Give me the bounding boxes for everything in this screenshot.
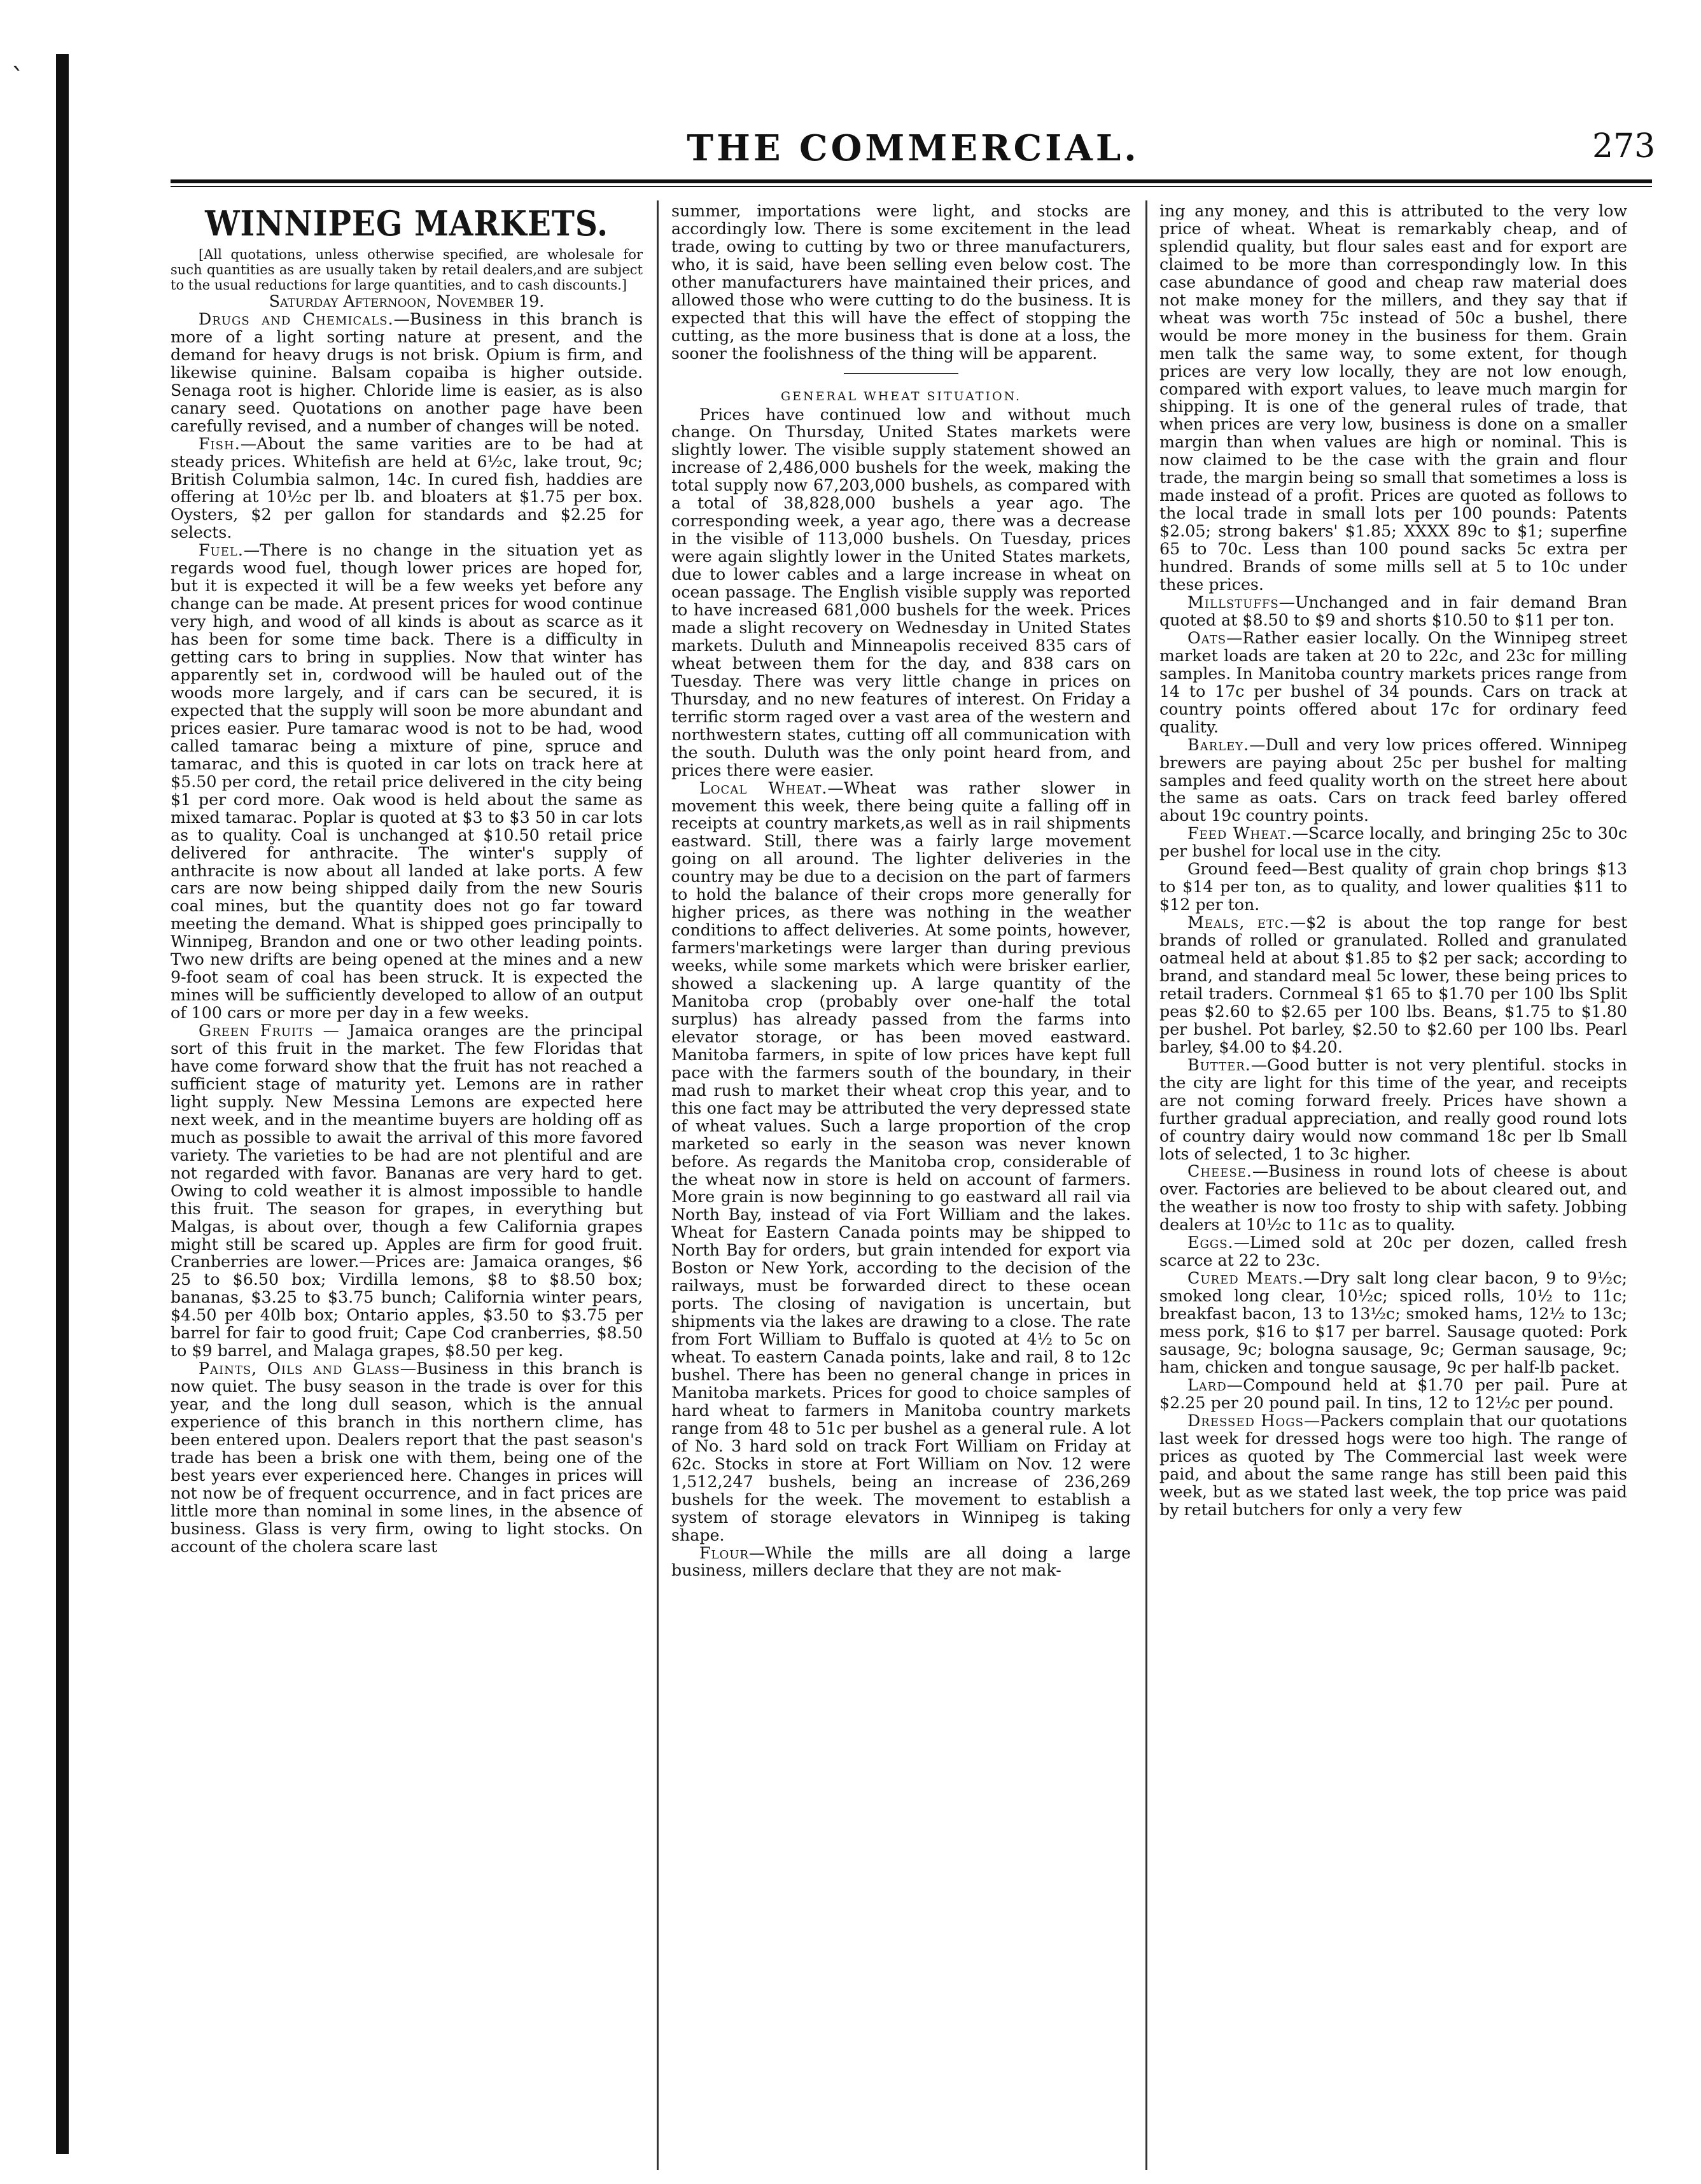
article-paints [171, 1360, 643, 1555]
label: Meals, etc. [1187, 913, 1290, 932]
body: —About the same varities are to be had at steady prices. Whitefish are held at 6½c, lake trout, 9c; British Columbia salmon, 14c. In cured fish, haddies are offering at 10½c per lb. and bloaters at $1.75 per box. Oysters, $2 per gallon for standards and $2.25 for selects. [171, 434, 643, 542]
section-heading: WINNIPEG MARKETS. [205, 203, 608, 244]
article-oats [1159, 629, 1627, 736]
body: — Jamaica oranges are the principal sort of this fruit in the market. The few Floridas that have come forward show that the fruit has not reached a sufficient stage of maturity yet. Lemons are in rather light supply. New Messina Lemons are expected here next week, and in the meantime buyers are holding off as much as possible to await the arrival of this more favored variety. The varieties to be had are not plentiful and are not regarded with favor. Bananas are very hard to get. Owing to cold weather it is almost impossible to handle this fruit. The season for grapes, in everything but Malgas, is about over, though a few California grapes might still be scared up. Apples are firm for good fruit. Cranberries are lower.—Prices are: Jamaica oranges, $6 25 to $6.50 box; Virdilla lemons, $8 to $8.50 box; bananas, $3.25 to $3.75 bunch; California winter pears, $4.50 per 40lb box; Ontario apples, $3.50 to $3.75 per barrel for fair to good fruit; Cape Cod cranberries, $8.50 to $9 barrel, and Malaga grapes, $8.50 per keg. [171, 1021, 643, 1361]
body: —Business in this branch is now quiet. The busy season in the trade is over for this year, and the long dull season, which is the annual experience of this branch in this northern clime, has been entered upon. Dealers report that the past season's trade has been a brisk one with them, being one of the best years ever experienced here. Changes in prices will not now be of frequent occurrence, and in fact prices are little more than nominal in some lines, in the absence of business. Glass is very firm, owing to light stocks. On account of the cholera scare last [171, 1359, 643, 1556]
label: Butter. [1187, 1055, 1251, 1074]
column-divider [1145, 200, 1147, 2170]
article-flour [671, 1544, 1131, 1580]
label: Lard [1187, 1375, 1227, 1394]
label: Eggs. [1187, 1233, 1234, 1252]
article-paints-continued: summer, importations were light, and stocks are accordingly low. There is some excitement in the lead trade, owing to cutting by two or three manufacturers, who, it is said, have been selling even below cost. The other manufacturers have maintained their prices, and allowed those who were cutting to do the business. It is expected that this will have the effect of stopping the cutting, as the more business that is done at a loss, the sooner the foolishness of the thing will be apparent. [671, 202, 1131, 363]
column-3 [1159, 202, 1627, 2169]
article-wheat-situation: Prices have continued low and without much change. On Thursday, United States markets were slightly lower. The visible supply statement showed an increase of 2,486,000 bushels for the week, making the total supply now 67,203,000 bushels, as compared with a total of 38,828,000 bushels a year ago. The corresponding week, a year ago, there was a decrease in the visible of 113,000 bushels. On Tuesday, prices were again slightly lower in the United States markets, due to lower cables and a large increase in wheat on ocean passage. The English visible supply was reported to have increased 681,000 bushels for the week. Prices made a slight recovery on Wednesday in United States markets. Duluth and Minneapolis received 835 cars of wheat between them for the day, and 838 cars on Tuesday. There was very little change in prices on Thursday, and no new features of interest. On Friday a terrific storm raged over a vast area of the western and northwestern states, cutting off all communication with the south. Duluth was the only point heard from, and prices there were easier. [671, 405, 1131, 780]
margin-mark: ` [11, 64, 24, 93]
label: Fish. [199, 434, 241, 453]
body: —Packers complain that our quotations last week for dressed hogs were too high. The range of prices as quoted by The Commercial last week were paid, and about the same range has still been paid this week, but as we stated last week, the top price was paid by retail butchers for only a very few [1159, 1411, 1627, 1519]
article-eggs [1159, 1234, 1627, 1270]
body: —While the mills are all doing a large business, millers declare that they are not mak- [671, 1543, 1131, 1580]
body: —Unchanged and in fair demand Bran quoted at $8.50 to $9 and shorts $10.50 to $11 per ton. [1159, 592, 1627, 629]
body: —Business in round lots of cheese is about over. Factories are believed to be about cleared out, and the weather is now too frosty to ship with safety. Jobbing dealers at 10½c to 11c as to quality. [1159, 1162, 1627, 1235]
body: —Dull and very low prices offered. Winnipeg brewers are paying about 25c per bushel for malting samples and feed quality worth on the street here about the same as oats. Cars on track feed barley offered about 19c country points. [1159, 735, 1627, 825]
label: Paints, Oils and Glass [199, 1359, 400, 1378]
article-ground-feed: Ground feed—Best quality of grain chop brings $13 to $14 per ton, as to quality, and lower qualities $11 to $12 per ton. [1159, 860, 1627, 914]
label: Barley. [1187, 735, 1250, 754]
label: Fuel. [199, 541, 244, 560]
article-lard [1159, 1376, 1627, 1412]
body: —Wheat was rather slower in movement this week, there being quite a falling off in receipts at country markets,as well as in rail shipments eastward. Still, there was a fairly large movement going on all around. The lighter deliveries in the country may be due to a decision on the part of farmers to hold the balance of their crops more generally for higher prices, as there was nothing in the weather conditions to affect deliveries. At some points, however, farmers'marketings were larger than during previous weeks, while some markets which were brisker earlier, showed a slackening up. A large quantity of the Manitoba crop (probably over one-half the total surplus) has already passed from the farms into elevator storage, or has been moved eastward. Manitoba farmers, in spite of low prices have kept full pace with the farmers south of the boundary, in their mad rush to market their wheat crop this year, and to this one fact may be attributed the very depressed state of wheat values. Such a large proportion of the crop marketed so early in the season was never known before. As regards the Manitoba crop, considerable of the wheat now in store is held on account of farmers. More grain is now beginning to go eastward all rail via North Bay, instead of via Fort William and the lakes. Wheat for Eastern Canada points may be shipped to North Bay for orders, but grain intended for export via Boston or New York, according to the decision of the railways, must be forwarded direct to these ocean ports. The closing of navigation is uncertain, but shipments via the lakes are drawing to a close. The rate from Fort William to Buffalo is quoted at 4½ to 5c on wheat. To eastern Canada points, lake and rail, 8 to 12c bushel. There has been no general change in prices in Manitoba markets. Prices for good to choice samples of hard wheat to farmers in Manitoba country markets range from 48 to 51c per bushel as a general rule. A lot of No. 3 hard sold on track Fort William on Friday at 62c. Stocks in store at Fort William on Nov. 12 were 1,512,247 bushels, being an increase of 236,269 bushels for the week. The movement to establish a system of storage elevators in Winnipeg is taking shape. [671, 778, 1131, 1544]
label: Feed Wheat. [1187, 824, 1292, 843]
column-1 [171, 202, 643, 2169]
article-feed-wheat [1159, 825, 1627, 860]
page-number: 273 [1592, 127, 1656, 165]
binding-edge [56, 54, 69, 2154]
article-butter [1159, 1056, 1627, 1163]
body: —There is no change in the situation yet as regards wood fuel, though lower prices are hoped for, but it is expected it will be a few weeks yet before any change can be made. At present prices for wood continue very high, and wood of all kinds is about as scarce as it has been for some time back. There is a difficulty in getting cars to bring in supplies. Now that winter has apparently set in, cordwood will be hauled out of the woods more largely, and if cars can be secured, it is expected that the supply will soon be more abundant and prices easier. Pure tamarac wood is not to be had, wood called tamarac being a mixture of pine, spruce and tamarac, and this is quoted in car lots on track here at $5.50 per cord, the retail price delivered in the city being $1 per cord more. Oak wood is held about the same as mixed tamarac. Poplar is quoted at $3 to $3 50 in car lots as to quality. Coal is unchanged at $10.50 retail price delivered for anthracite. The winter's supply of anthracite is now about all landed at lake ports. A few cars are now being shipped daily from the new Souris coal mines, but the quantity does not go far toward meeting the demand. What is shipped goes principally to Winnipeg, Brandon and one or two other leading points. Two new drifts are being opened at the mines and a new 9-foot seam of coal has been struck. It is expected the mines will be sufficiently developed to allow of an output of 100 cars or more per day in a few weeks. [171, 541, 643, 1023]
header-rule [171, 179, 1652, 183]
label: Drugs and Chemicals. [199, 309, 394, 328]
body: —Good butter is not very plentiful. stocks in the city are light for this time of the year, and receipts are not coming forward freely. Prices have shown a further gradual appreciation, and really good round lots of country dairy would now command 18c per lb Small lots of selected, 1 to 3c higher. [1159, 1055, 1627, 1163]
body: —Scarce locally, and bringing 25c to 30c per bushel for local use in the city. [1159, 824, 1627, 861]
body: —Limed sold at 20c per dozen, called fresh scarce at 22 to 23c. [1159, 1233, 1627, 1270]
section-divider [844, 373, 958, 374]
label: Millstuffs [1187, 592, 1279, 612]
label: Cured Meats. [1187, 1269, 1304, 1288]
header-rule-thin [171, 186, 1652, 187]
masthead: THE COMMERCIAL. [687, 127, 1140, 169]
article-meals [1159, 914, 1627, 1056]
article-barley [1159, 736, 1627, 825]
column-2 [671, 202, 1131, 2169]
body: —Rather easier locally. On the Winnipeg street market loads are taken at 20 to 22c, and 23c for milling samples. In Manitoba country markets prices range from 14 to 17c per bushel of 34 pounds. Cars on track at country points offered about 17c for ordinary feed quality. [1159, 628, 1627, 736]
label: Oats [1187, 628, 1227, 647]
article-cheese [1159, 1163, 1627, 1234]
article-drugs [171, 311, 643, 435]
body: —Compound held at $1.70 per pail. Pure at $2.25 per 20 pound pail. In tins, 12 to 12½c per pound. [1159, 1375, 1627, 1412]
article-local-wheat [671, 780, 1131, 1544]
label: Green Fruits [199, 1021, 314, 1040]
article-dressed-hogs [1159, 1412, 1627, 1519]
article-green-fruits [171, 1022, 643, 1360]
label: Dressed Hogs [1187, 1411, 1304, 1430]
dateline: Saturday Afternoon, November 19. [269, 292, 545, 311]
column-divider [657, 200, 659, 2170]
label: Cheese. [1187, 1162, 1252, 1181]
body: —$2 is about the top range for best brands of rolled or granulated. Rolled and granulated oatmeal held at about $1.85 to $2 per sack; according to brand, and standard meal 5c lower, these being prices to retail traders. Cornmeal $1 65 to $1.70 per 100 lbs Split peas $2.60 to $2.65 per 100 lbs. Beans, $1.75 to $1.80 per bushel. Pot barley, $2.50 to $2.60 per 100 lbs. Pearl barley, $4.00 to $4.20. [1159, 913, 1627, 1056]
body: —Business in this branch is more of a light sorting nature at present, and the demand for heavy drugs is not brisk. Opium is firm, and likewise quinine. Balsam copaiba is higher outside. Senaga root is higher. Chloride lime is easier, as is also canary seed. Quotations on another page have been carefully revised, and a number of changes will be noted. [171, 309, 643, 435]
article-fish [171, 435, 643, 542]
label: Local Wheat. [699, 778, 828, 797]
article-cured-meats [1159, 1270, 1627, 1376]
article-fuel [171, 542, 643, 1022]
label: Flour [699, 1543, 749, 1562]
article-millstuffs [1159, 594, 1627, 629]
subheading: GENERAL WHEAT SITUATION. [780, 389, 1022, 403]
article-flour-continued: ing any money, and this is attributed to the very low price of wheat. Wheat is remarkably cheap, and of splendid quality, but flour sales east and for export are claimed to be more than correspondingly low. In this case abundance of good and cheap raw material does not make money for the millers, and they say that if wheat was worth 75c instead of 50c a bushel, there would be more money in the business for them. Grain men talk the same way, to some extent, for though prices are very low locally, they are not low enough, compared with export values, to leave much margin for shipping. It is one of the general rules of trade, that when prices are very low, business is done on a smaller margin than when values are high or nominal. This is now claimed to be the case with the grain and flour trade, the margin being so small that sometimes a loss is made instead of a profit. Prices are quoted as follows to the local trade in small lots per 100 pounds: Patents $2.05; strong bakers' $1.85; XXXX 89c to $1; superfine 65 to 70c. Less than 100 pound sacks 5c extra per hundred. Brands of some mills sell at 5 to 10c under these prices. [1159, 202, 1627, 594]
editorial-note: [All quotations, unless otherwise specified, are wholesale for such quantities as are usually taken by retail dealers,and are subject to the usual reductions for large quantities, and to cash discounts.] [171, 247, 643, 293]
body: —Dry salt long clear bacon, 9 to 9½c; smoked long clear, 10½c; spiced rolls, 10½ to 11c; breakfast bacon, 13 to 13½c; smoked hams, 12½ to 13c; mess pork, $16 to $17 per barrel. Sausage quoted: Pork sausage, 9c; bologna sausage, 9c; German sausage, 9c; ham, chicken and tongue sausage, 9c per half-lb packet. [1159, 1269, 1627, 1376]
